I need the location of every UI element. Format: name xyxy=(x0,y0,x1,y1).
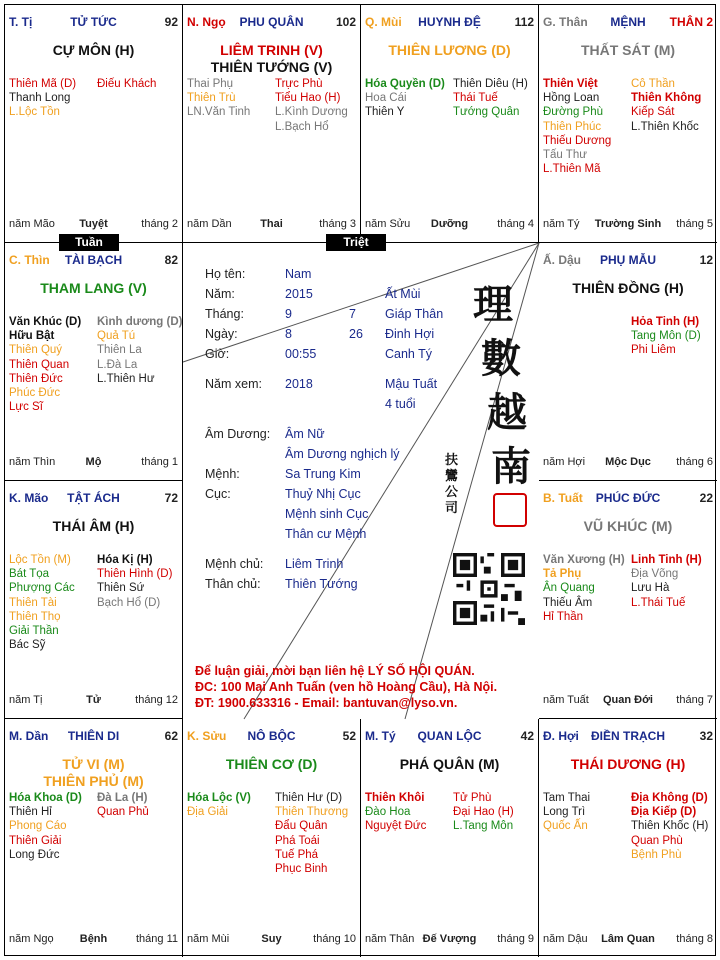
palace-footer xyxy=(9,456,178,470)
than-chu-value: Thiên Tướng xyxy=(285,577,358,591)
am-duong-value: Âm Nữ xyxy=(285,427,325,441)
palace-stage: Tử xyxy=(86,694,101,706)
palace-branch: N. Ngọ xyxy=(187,15,226,29)
am-duong-ly: Âm Dương nghịch lý xyxy=(285,447,400,461)
minor-star: Long Đức xyxy=(9,848,60,861)
palace-name: TẬT ÁCH xyxy=(67,491,120,505)
minor-star: Thanh Long xyxy=(9,92,71,105)
menh-chu-label: Mệnh chủ: xyxy=(205,557,264,571)
palace-stage: Suy xyxy=(261,933,282,945)
minor-star: Thiên Giải xyxy=(9,834,62,847)
minor-star: Thiên Thọ xyxy=(9,610,61,623)
minor-star: Thai Phụ xyxy=(187,78,234,90)
thang-am: 7 xyxy=(349,307,356,321)
main-stars xyxy=(5,756,182,790)
palace-month: tháng 11 xyxy=(135,933,178,945)
minor-star: Phục Binh xyxy=(275,863,328,876)
minor-star: Hữu Bật xyxy=(9,330,55,343)
minor-star: Thiên Mã (D) xyxy=(9,78,77,90)
palace-year: năm Sửu xyxy=(365,218,411,230)
palace-year: năm Mão xyxy=(9,218,55,230)
minor-stars-right xyxy=(97,553,172,610)
main-stars xyxy=(539,518,717,535)
palace-year: năm Mùi xyxy=(187,933,230,945)
minor-star: Tang Môn (D) xyxy=(631,330,701,343)
minor-star: L.Thiên Khốc xyxy=(631,120,699,133)
minor-stars-left xyxy=(9,315,81,414)
minor-star: Lực Sĩ xyxy=(9,401,43,414)
main-stars xyxy=(361,42,538,59)
minor-star: Thiên Hư (D) xyxy=(275,792,343,804)
ngay-can-chi: Đinh Hợi xyxy=(385,327,435,341)
minor-star: Nguyệt Đức xyxy=(365,820,427,833)
palace-year: năm Thìn xyxy=(9,456,56,468)
minor-star: L.Lộc Tồn xyxy=(9,106,60,119)
tuoi-value: 4 tuổi xyxy=(385,397,416,411)
minor-star: Thiên Y xyxy=(365,106,405,119)
palace-number: 42 xyxy=(520,729,534,743)
minor-star: Bác Sỹ xyxy=(9,639,46,652)
palace-branch: M. Tý xyxy=(365,729,396,743)
minor-stars-right xyxy=(275,791,348,876)
minor-star: Địa Không (D) xyxy=(631,792,708,804)
minor-star: LN.Văn Tinh xyxy=(187,106,251,119)
palace-name: TÀI BẠCH xyxy=(64,253,123,267)
palace-header xyxy=(9,491,178,507)
minor-stars-left xyxy=(9,791,82,862)
palace-footer xyxy=(365,933,534,947)
minor-stars-left xyxy=(365,791,426,834)
am-duong-label: Âm Dương: xyxy=(205,427,271,441)
minor-star: Tấu Thư xyxy=(543,149,587,162)
palace-year: năm Tuất xyxy=(543,694,589,706)
palace-footer xyxy=(9,694,178,708)
menh-chu-value: Liêm Trinh xyxy=(285,557,344,571)
gio-label: Giờ: xyxy=(205,347,230,361)
minor-star: Hóa Quyền (D) xyxy=(365,78,445,90)
minor-star: Thiên Hình (D) xyxy=(97,568,173,581)
minor-star: Linh Tinh (H) xyxy=(631,554,702,566)
palace-header xyxy=(9,253,178,269)
minor-star: Địa Giải xyxy=(187,806,228,819)
palace-number: 22 xyxy=(699,491,713,505)
contact-address: ĐC: 100 Mai Anh Tuấn (ven hồ Hoàng Cầu), Hà Nội. xyxy=(195,680,498,694)
minor-stars-left xyxy=(9,77,76,120)
center-info-panel xyxy=(183,243,539,719)
palace-number: 32 xyxy=(699,729,713,743)
nam-xem-label: Năm xem: xyxy=(205,377,262,391)
palace-number: 52 xyxy=(342,729,356,743)
main-stars xyxy=(5,280,182,297)
palace-month: tháng 6 xyxy=(676,456,713,468)
than-chu-label: Thân chủ: xyxy=(205,577,261,591)
minor-star: Long Trì xyxy=(543,806,586,819)
minor-star: Thiên Diêu (H) xyxy=(453,78,528,90)
minor-star: Bạch Hổ (D) xyxy=(97,596,161,609)
ngay-label: Ngày: xyxy=(205,327,238,341)
palace-header xyxy=(365,729,534,745)
palace-month: tháng 12 xyxy=(135,694,178,706)
minor-star: Thiên Tài xyxy=(9,596,57,609)
minor-stars-right xyxy=(631,77,701,134)
than-cu: Thân cư Mệnh xyxy=(285,527,367,541)
minor-star: Phi Liêm xyxy=(631,344,676,357)
minor-star: Thiên Phúc xyxy=(543,120,602,133)
minor-star: Bát Tọa xyxy=(9,568,50,581)
palace-year: năm Hợi xyxy=(543,456,586,468)
cuc-relation: Mệnh sinh Cục xyxy=(285,507,369,521)
palace-name: TỬ TỨC xyxy=(70,15,117,29)
palace-cell-ngo[interactable] xyxy=(183,5,361,243)
triet-tag: Triệt xyxy=(326,234,386,251)
minor-star: Hóa Kị (H) xyxy=(97,554,153,566)
minor-star: Hỉ Thần xyxy=(543,610,584,623)
minor-star: Thiếu Dương xyxy=(543,134,612,147)
palace-header xyxy=(187,729,356,745)
main-star: PHÁ QUÂN (M) xyxy=(399,756,500,772)
nam-xem-can-chi: Mậu Tuất xyxy=(385,377,438,391)
minor-star: Quan Phù xyxy=(631,834,683,847)
minor-stars-left xyxy=(543,791,590,834)
main-star: THAM LANG (V) xyxy=(40,280,147,296)
palace-cell-hoi[interactable] xyxy=(539,719,717,957)
main-star: THIÊN CƠ (D) xyxy=(225,756,318,772)
palace-number: THÂN 2 xyxy=(669,15,713,29)
minor-stars-right xyxy=(453,77,528,120)
minor-stars-left xyxy=(543,553,625,624)
nam-value: 2015 xyxy=(285,287,313,301)
ho-ten-label: Họ tên: xyxy=(205,267,246,281)
minor-star: Quốc Ấn xyxy=(543,820,588,833)
tuan-tag: Tuần xyxy=(59,234,119,251)
palace-month: tháng 3 xyxy=(319,218,356,230)
palace-footer xyxy=(543,694,713,708)
palace-stage: Đế Vượng xyxy=(422,933,477,945)
minor-star: Văn Khúc (D) xyxy=(9,316,82,328)
palace-stage: Mộc Dục xyxy=(605,456,651,468)
minor-star: Phá Toái xyxy=(275,834,320,847)
main-star: THIÊN PHỦ (M) xyxy=(43,773,144,789)
main-stars xyxy=(183,42,360,76)
palace-header xyxy=(365,15,534,31)
nam-xem-value: 2018 xyxy=(285,377,313,391)
minor-star: Hồng Loan xyxy=(543,92,600,105)
palace-stage: Quan Đới xyxy=(603,694,653,706)
main-stars xyxy=(183,756,360,773)
palace-number: 12 xyxy=(699,253,713,267)
main-star: THIÊN LƯƠNG (D) xyxy=(388,42,511,58)
gio-can-chi: Canh Tý xyxy=(385,347,433,361)
main-star: THÁI DƯƠNG (H) xyxy=(570,756,686,772)
palace-cell-mui[interactable] xyxy=(361,5,539,243)
palace-number: 92 xyxy=(164,15,178,29)
palace-name: THIÊN DI xyxy=(67,729,120,743)
minor-star: Địa Kiếp (D) xyxy=(631,806,697,819)
main-stars xyxy=(5,518,182,535)
palace-stage: Mộ xyxy=(85,456,102,468)
minor-star: Giải Thần xyxy=(9,625,59,638)
palace-month: tháng 7 xyxy=(676,694,713,706)
palace-stage: Trường Sinh xyxy=(594,218,662,230)
main-star: THIÊN ĐỒNG (H) xyxy=(572,280,684,296)
main-stars xyxy=(539,280,717,297)
minor-star: Thái Tuế xyxy=(453,92,498,105)
main-star: VŨ KHÚC (M) xyxy=(583,518,673,534)
palace-year: năm Dậu xyxy=(543,933,588,945)
gio-value: 00:55 xyxy=(285,347,317,361)
red-seal-icon xyxy=(493,493,527,527)
main-stars xyxy=(539,42,717,59)
minor-star: Thiên Đức xyxy=(9,372,63,385)
ly-so-viet-nam-logo xyxy=(445,273,537,523)
ngay-am: 26 xyxy=(349,327,363,341)
minor-star: L.Đà La xyxy=(97,358,138,371)
minor-stars-right xyxy=(631,315,701,358)
logo-char-3: 越 xyxy=(487,389,527,436)
palace-header xyxy=(543,491,713,507)
minor-star: Văn Xương (H) xyxy=(543,554,625,566)
palace-number: 112 xyxy=(514,15,534,29)
palace-header xyxy=(543,253,713,269)
minor-star: Thiên Quan xyxy=(9,358,70,371)
minor-star: Thiên Việt xyxy=(543,78,598,90)
logo-char-2: 數 xyxy=(481,335,521,382)
contact-phone-email[interactable]: ĐT: 1900.633316 - Email: bantuvan@lyso.vn. xyxy=(195,696,458,710)
minor-star: Địa Võng xyxy=(631,568,679,581)
main-star: LIÊM TRINH (V) xyxy=(220,42,323,58)
palace-branch: M. Dần xyxy=(9,729,49,743)
palace-cell-tuat[interactable] xyxy=(539,481,717,719)
palace-footer xyxy=(543,218,713,232)
minor-stars-right xyxy=(631,553,702,610)
minor-star: Đà La (H) xyxy=(97,792,148,804)
minor-star: Cô Thần xyxy=(631,78,675,90)
main-stars xyxy=(539,756,717,773)
minor-star: Hỏa Tinh (H) xyxy=(631,316,700,328)
palace-month: tháng 2 xyxy=(141,218,178,230)
palace-name: NÔ BỘC xyxy=(247,729,296,743)
palace-year: năm Dần xyxy=(187,218,232,230)
logo-char-4: 南 xyxy=(491,443,531,490)
minor-star: L.Thiên Mã xyxy=(543,163,601,176)
minor-stars-right xyxy=(97,315,182,386)
palace-stage: Tuyệt xyxy=(79,218,108,230)
cuc-value: Thuỷ Nhị Cục xyxy=(285,487,361,501)
minor-star: L.Thiên Hư xyxy=(97,372,155,385)
palace-branch: C. Thìn xyxy=(9,253,50,267)
minor-star: L.Bạch Hổ xyxy=(275,120,329,133)
minor-star: Kình dương (D) xyxy=(97,316,183,328)
palace-footer xyxy=(187,933,356,947)
minor-star: Tiểu Hao (H) xyxy=(275,92,341,105)
minor-star: Tả Phụ xyxy=(543,568,582,581)
cuc-label: Cục: xyxy=(205,487,231,501)
main-stars xyxy=(361,756,538,773)
minor-stars-left xyxy=(9,553,75,652)
palace-month: tháng 9 xyxy=(497,933,534,945)
minor-star: Thiên Khốc (H) xyxy=(631,820,709,833)
logo-small-text: 扶鸞公司 xyxy=(445,453,459,516)
minor-star: Hóa Lộc (V) xyxy=(187,792,251,804)
palace-year: năm Tý xyxy=(543,218,580,230)
minor-star: Lưu Hà xyxy=(631,582,670,595)
minor-star: Thiên Khôi xyxy=(365,792,425,804)
minor-star: L.Tang Môn xyxy=(453,820,514,833)
palace-number: 62 xyxy=(164,729,178,743)
thang-value: 9 xyxy=(285,307,292,321)
palace-branch: Q. Mùi xyxy=(365,15,402,29)
palace-cell-suu[interactable] xyxy=(183,719,361,957)
palace-month: tháng 10 xyxy=(313,933,356,945)
nam-can-chi: Ất Mùi xyxy=(385,287,421,301)
palace-month: tháng 5 xyxy=(676,218,713,230)
minor-star: Tam Thai xyxy=(543,792,591,804)
minor-star: Thiên Trù xyxy=(187,92,236,105)
minor-stars-left xyxy=(543,77,611,176)
palace-month: tháng 8 xyxy=(676,933,713,945)
palace-number: 102 xyxy=(335,15,356,29)
minor-stars-right xyxy=(453,791,514,834)
minor-star: Lộc Tồn (M) xyxy=(9,554,71,566)
palace-name: MỆNH xyxy=(610,15,646,29)
contact-info xyxy=(195,663,497,711)
palace-cell-mao[interactable] xyxy=(5,481,183,719)
palace-stage: Lâm Quan xyxy=(601,933,655,945)
minor-stars-right xyxy=(97,77,156,91)
minor-stars-left xyxy=(365,77,445,120)
palace-name: ĐIỀN TRẠCH xyxy=(591,729,665,743)
palace-stage: Bệnh xyxy=(79,933,108,945)
palace-month: tháng 4 xyxy=(497,218,534,230)
minor-star: Ân Quang xyxy=(543,582,595,595)
palace-branch: T. Tị xyxy=(9,15,33,29)
main-star: THẤT SÁT (M) xyxy=(580,42,676,58)
minor-star: Tử Phù xyxy=(453,792,492,804)
ho-ten-value: Nam xyxy=(285,267,312,281)
minor-star: Tướng Quân xyxy=(453,106,520,119)
palace-cell-ty2[interactable] xyxy=(361,719,539,957)
minor-star: Thiên Hỉ xyxy=(9,806,52,819)
palace-branch: B. Tuất xyxy=(543,491,583,505)
ngay-value: 8 xyxy=(285,327,292,341)
minor-star: Thiên Không xyxy=(631,92,702,105)
minor-star: Đẩu Quân xyxy=(275,820,328,833)
palace-header xyxy=(187,15,356,31)
palace-footer xyxy=(543,933,713,947)
tu-vi-chart xyxy=(4,4,716,956)
minor-stars-left xyxy=(187,77,250,120)
main-star: THÁI ÂM (H) xyxy=(52,518,135,534)
minor-star: Đào Hoa xyxy=(365,806,411,819)
palace-cell-thin[interactable] xyxy=(5,243,183,481)
palace-branch: Đ. Hợi xyxy=(543,729,579,743)
menh-label: Mệnh: xyxy=(205,467,240,481)
minor-star: Thiên Sứ xyxy=(97,582,145,595)
minor-star: Thiên Quý xyxy=(9,344,63,357)
nam-label: Năm: xyxy=(205,287,235,301)
minor-stars-right xyxy=(97,791,149,819)
palace-header xyxy=(9,15,178,31)
qr-code-icon[interactable] xyxy=(453,553,525,625)
palace-name: PHÚC ĐỨC xyxy=(595,491,661,505)
minor-star: Bệnh Phù xyxy=(631,848,682,861)
palace-branch: Ấ. Dậu xyxy=(543,253,582,267)
minor-star: Thiên La xyxy=(97,344,142,357)
palace-name: QUAN LỘC xyxy=(417,729,482,743)
minor-star: Phượng Các xyxy=(9,582,75,595)
palace-footer xyxy=(9,218,178,232)
palace-year: năm Thân xyxy=(365,933,415,945)
palace-footer xyxy=(187,218,356,232)
main-star: THIÊN TƯỚNG (V) xyxy=(210,59,333,75)
minor-star: Thiên Thương xyxy=(275,806,349,819)
palace-branch: G. Thân xyxy=(543,15,588,29)
palace-cell-than[interactable] xyxy=(539,5,717,243)
palace-year: năm Ngọ xyxy=(9,933,54,945)
palace-header xyxy=(543,15,713,31)
thang-label: Tháng: xyxy=(205,307,244,321)
minor-star: L.Kình Dương xyxy=(275,106,348,119)
thang-can-chi: Giáp Thân xyxy=(385,307,444,321)
logo-char-1: 理 xyxy=(473,281,513,328)
contact-line-1: Để luận giải, mời bạn liên hệ LÝ SỐ HỘI QUÁN. xyxy=(195,664,475,678)
main-star: TỬ VI (M) xyxy=(62,756,125,772)
palace-number: 72 xyxy=(164,491,178,505)
main-stars xyxy=(5,42,182,59)
minor-star: Đại Hao (H) xyxy=(453,806,514,819)
palace-branch: K. Sửu xyxy=(187,729,227,743)
palace-header xyxy=(9,729,178,745)
minor-star: Tuế Phá xyxy=(275,848,319,861)
minor-star: Kiếp Sát xyxy=(631,106,675,119)
minor-star: L.Thái Tuế xyxy=(631,596,686,609)
palace-stage: Thai xyxy=(260,218,283,230)
palace-branch: K. Mão xyxy=(9,491,49,505)
palace-month: tháng 1 xyxy=(141,456,178,468)
minor-star: Phúc Đức xyxy=(9,387,61,400)
minor-stars-right xyxy=(631,791,708,862)
minor-stars-right xyxy=(275,77,348,134)
palace-year: năm Tị xyxy=(9,694,43,706)
minor-star: Quan Phủ xyxy=(97,806,149,819)
palace-cell-dau[interactable] xyxy=(539,243,717,481)
palace-cell-ty[interactable] xyxy=(5,5,183,243)
minor-star: Quả Tú xyxy=(97,330,136,343)
minor-star: Thiếu Âm xyxy=(543,596,593,609)
minor-star: Điếu Khách xyxy=(97,78,157,90)
menh-value: Sa Trung Kim xyxy=(285,467,361,481)
palace-stage: Dưỡng xyxy=(430,218,469,230)
main-star: CỰ MÔN (H) xyxy=(52,42,135,58)
palace-footer xyxy=(9,933,178,947)
palace-footer xyxy=(365,218,534,232)
minor-star: Hoa Cái xyxy=(365,92,407,105)
palace-cell-dan[interactable] xyxy=(5,719,183,957)
palace-name: PHU QUÂN xyxy=(239,15,304,29)
palace-footer xyxy=(543,456,713,470)
minor-star: Đường Phù xyxy=(543,106,603,119)
minor-star: Hóa Khoa (D) xyxy=(9,792,82,804)
palace-number: 82 xyxy=(164,253,178,267)
palace-name: HUYNH ĐỆ xyxy=(418,15,481,29)
minor-stars-left xyxy=(187,791,251,819)
palace-name: PHỤ MẪU xyxy=(600,253,656,267)
palace-header xyxy=(543,729,713,745)
minor-star: Phong Cáo xyxy=(9,820,67,833)
minor-star: Trực Phù xyxy=(275,78,323,90)
